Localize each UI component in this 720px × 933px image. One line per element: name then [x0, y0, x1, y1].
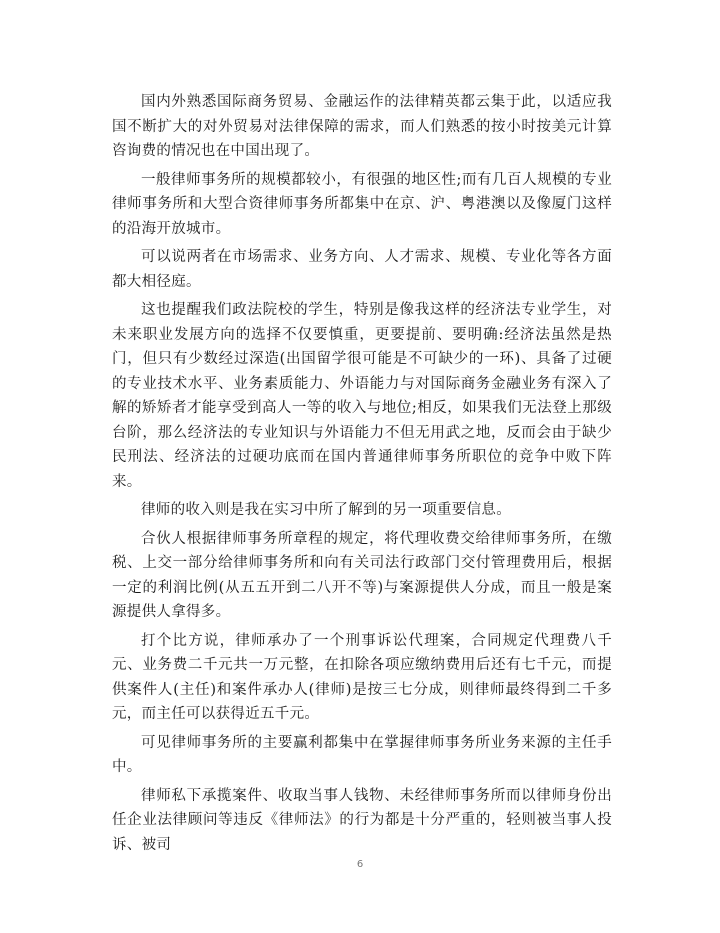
paragraph-2: 一般律师事务所的规模都较小，有很强的地区性;而有几百人规模的专业律师事务所和大型合资律师事务所都集中在京、沪、粤港澳以及像厦门这样的沿海开放城市。 [112, 171, 612, 237]
document-body [112, 90, 612, 861]
paragraph-6: 合伙人根据律师事务所章程的规定，将代理收费交给律师事务所，在缴税、上交一部分给律师事务所和向有关司法行政部门交付管理费用后，根据一定的利润比例(从五五开到二八开不等)与案源提供人分成，而且一般是案源提供人拿得多。 [112, 530, 612, 620]
paragraph-4: 这也提醒我们政法院校的学生，特别是像我这样的经济法专业学生，对未来职业发展方向的选择不仅要慎重，更要提前、要明确:经济法虽然是热门，但只有少数经过深造(出国留学很可能是不可缺少的一环)、具备了过硬的专业技术水平、业务素质能力、外语能力与对国际商务金融业务有深入了解的矫矫者才能享受到高人一等的收入与地位;相反，如果我们无法登上那级台阶，那么经济法的专业知识与外语能力不但无用武之地，反而会由于缺少民刑法、经济法的过硬功底而在国内普通律师事务所职位的竞争中败下阵来。 [112, 302, 612, 490]
paragraph-7: 打个比方说，律师承办了一个刑事诉讼代理案，合同规定代理费八千元、业务费二千元共一万元整，在扣除各项应缴纳费用后还有七千元，而提供案件人(主任)和案件承办人(律师)是按三七分成，则律师最终得到二千多元，而主任可以获得近五千元。 [112, 632, 612, 722]
paragraph-3: 可以说两者在市场需求、业务方向、人才需求、规模、专业化等各方面都大相径庭。 [112, 249, 612, 290]
page-number: 6 [356, 859, 364, 870]
paragraph-9: 律师私下承揽案件、收取当事人钱物、未经律师事务所而以律师身份出任企业法律顾问等违反《律师法》的行为都是十分严重的，轻则被当事人投诉、被司 [112, 787, 612, 853]
paragraph-5: 律师的收入则是我在实习中所了解到的另一项重要信息。 [141, 502, 511, 518]
paragraph-8: 可见律师事务所的主要赢利都集中在掌握律师事务所业务来源的主任手中。 [112, 734, 612, 775]
paragraph-1: 国内外熟悉国际商务贸易、金融运作的法律精英都云集于此，以适应我国不断扩大的对外贸易对法律保障的需求，而人们熟悉的按小时按美元计算咨询费的情况也在中国出现了。 [112, 94, 612, 159]
